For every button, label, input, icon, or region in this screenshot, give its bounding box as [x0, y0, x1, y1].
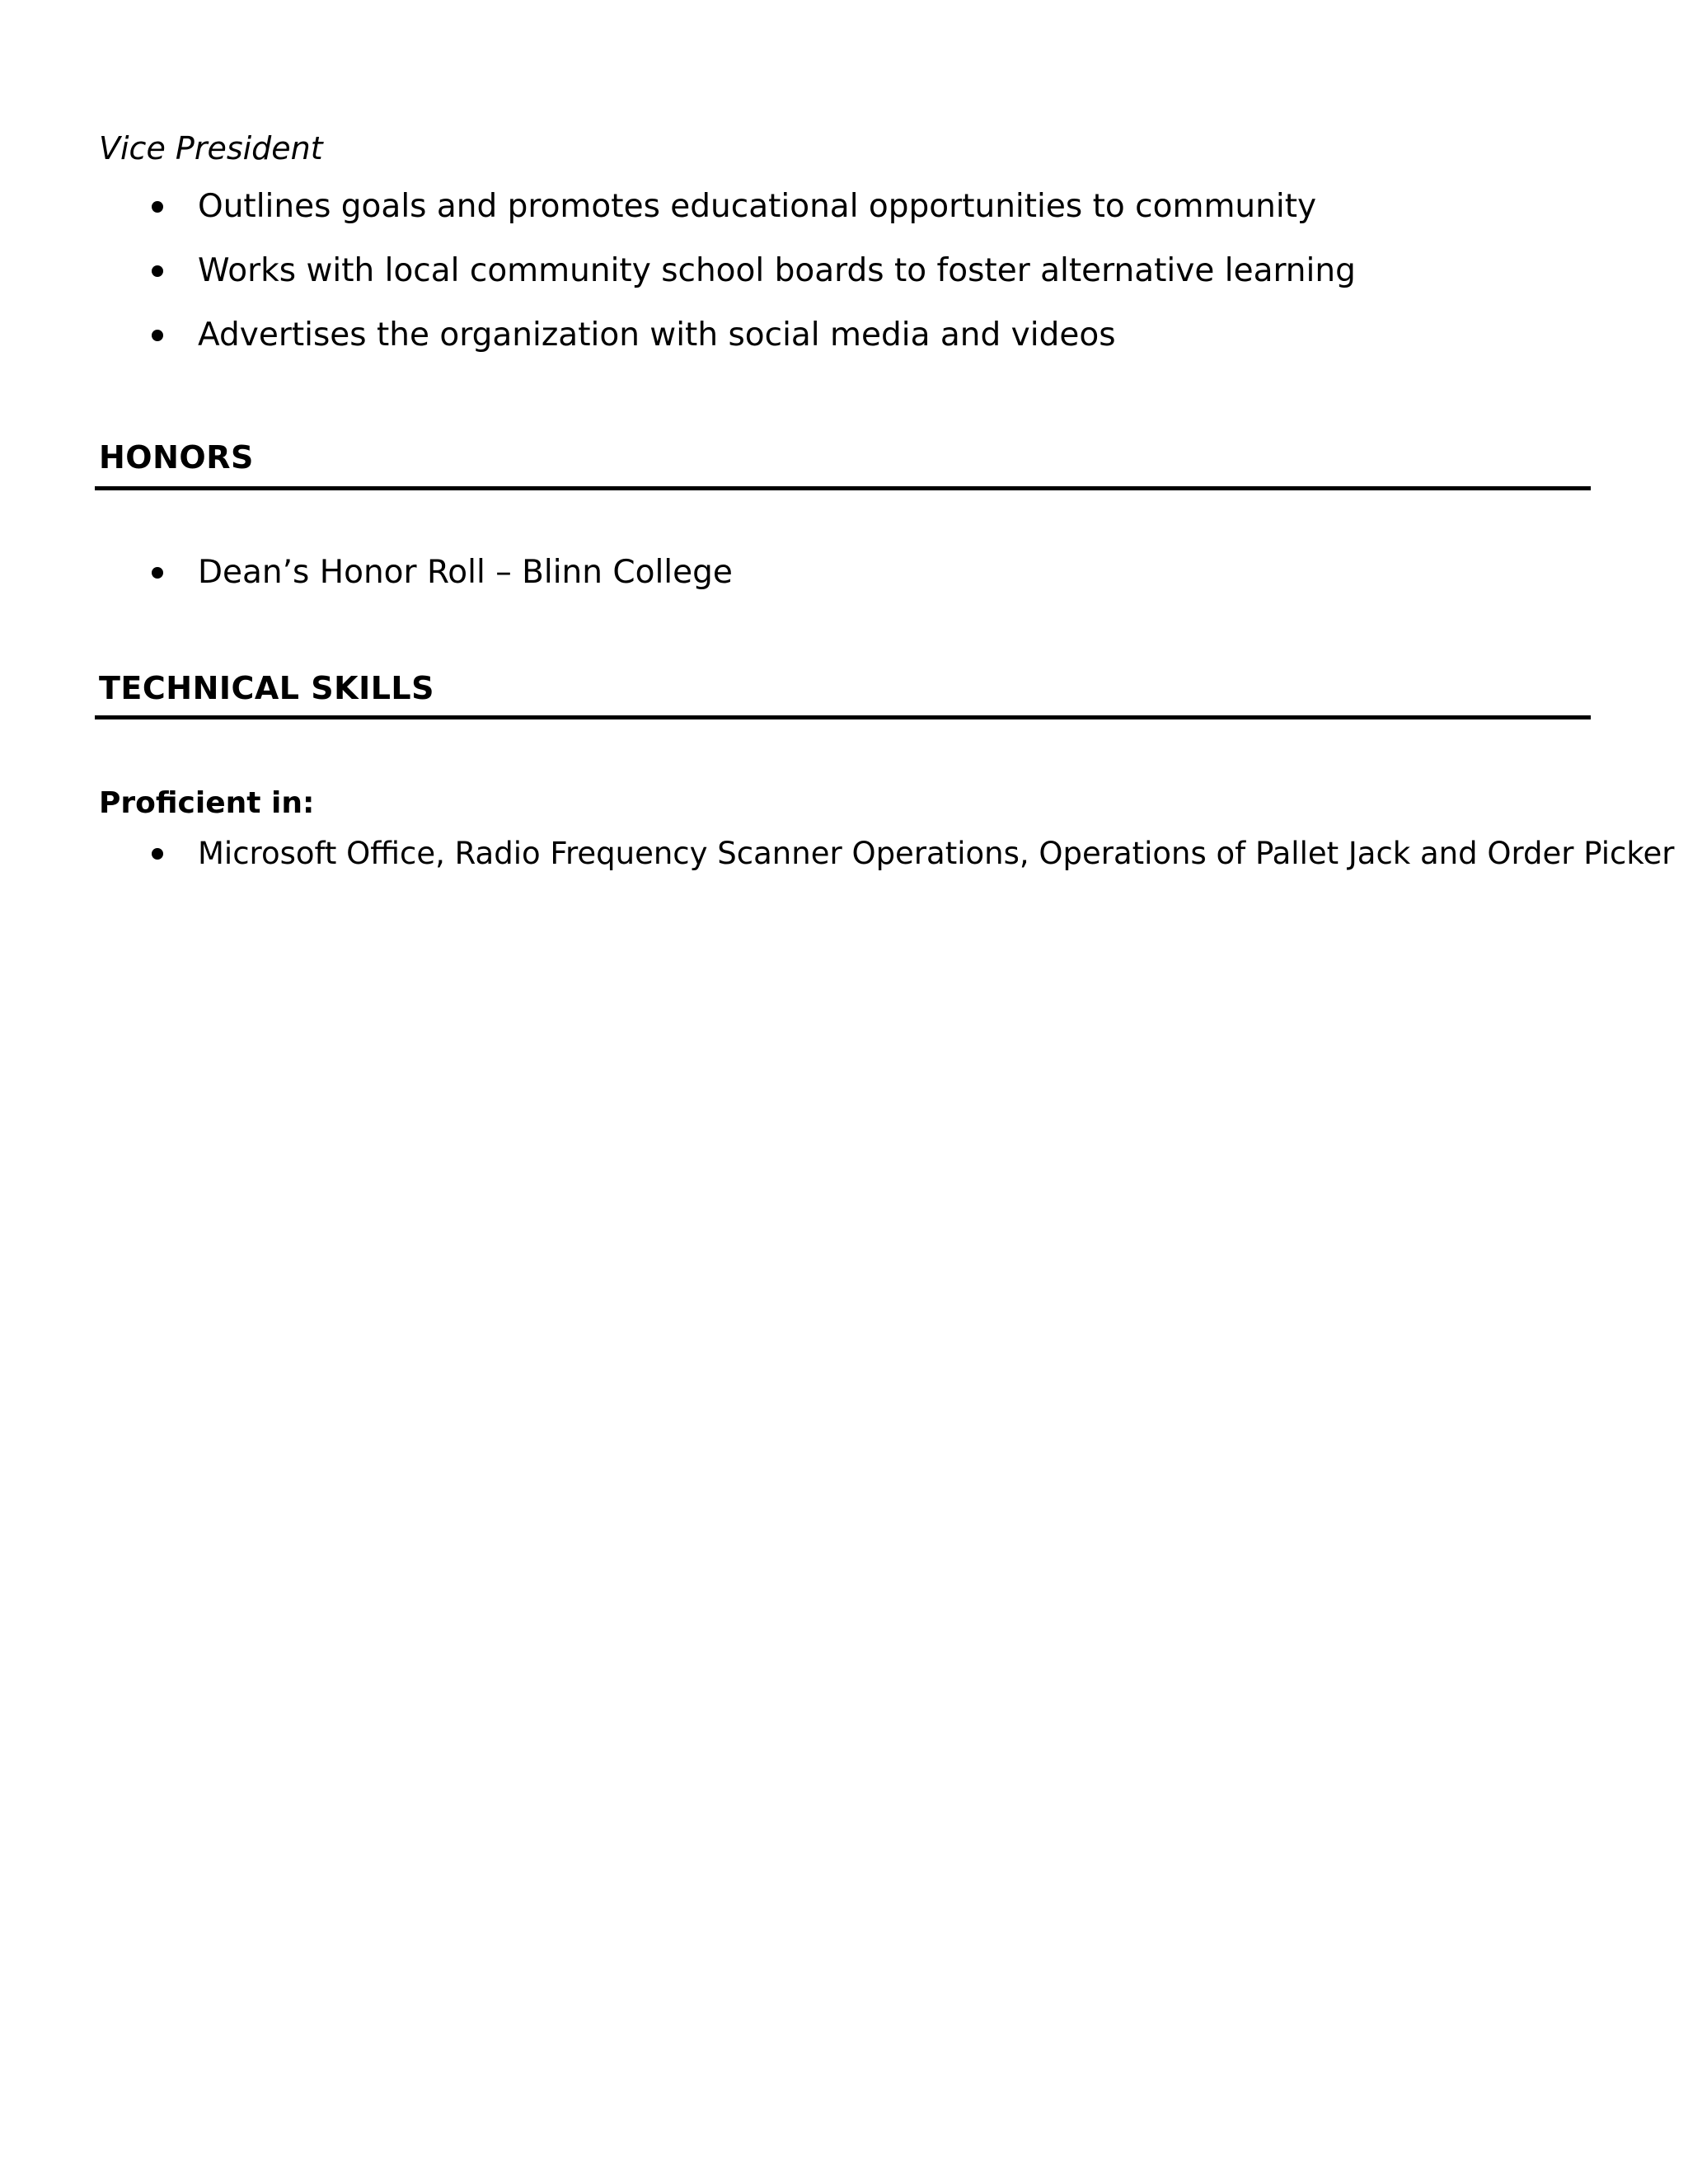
proficient-label: Proficient in: — [99, 786, 315, 820]
bullet-icon — [152, 330, 163, 341]
bullet-icon — [152, 567, 163, 579]
bullet-text: Microsoft Office, Radio Frequency Scanner Operations, Operations of Pallet Jack and Order Picker — [198, 836, 1675, 871]
bullet-icon — [152, 265, 163, 277]
bullet-text: Outlines goals and promotes educational opportunities to community — [198, 188, 1317, 225]
honors-bullet-list — [0, 541, 1688, 605]
skills-bullet-list — [0, 822, 1688, 886]
bullet-text: Dean’s Honor Roll – Blinn College — [198, 554, 733, 591]
bullet-icon — [152, 201, 163, 213]
technical-skills-heading: TECHNICAL SKILLS — [99, 670, 434, 706]
experience-bullet-list — [0, 175, 1688, 368]
honors-divider — [95, 486, 1591, 490]
technical-skills-divider — [95, 715, 1591, 719]
bullet-text: Works with local community school boards to foster alternative learning — [198, 252, 1356, 289]
honors-heading: HONORS — [99, 439, 254, 476]
bullet-icon — [152, 848, 163, 860]
list-item — [0, 239, 1688, 303]
list-item — [0, 822, 1688, 886]
list-item — [0, 541, 1688, 605]
list-item — [0, 303, 1688, 368]
role-title: Vice President — [99, 130, 323, 166]
bullet-text: Advertises the organization with social media and videos — [198, 316, 1116, 354]
list-item — [0, 175, 1688, 239]
